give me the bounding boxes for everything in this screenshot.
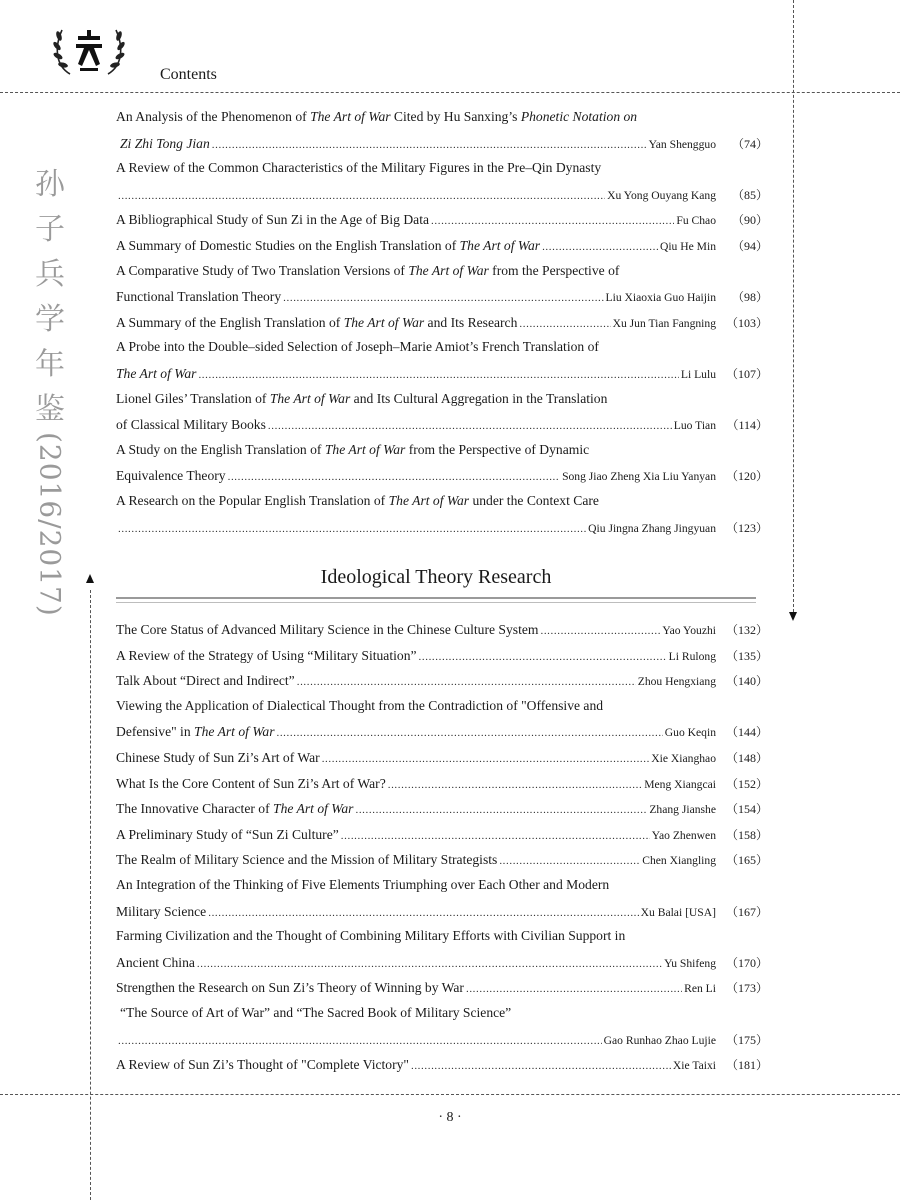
toc-entry-page: （152） — [725, 776, 768, 791]
toc-entry-line — [116, 186, 768, 212]
left-guide-line — [90, 590, 91, 1200]
toc-entry-title: of Classical Military Books — [116, 417, 266, 433]
page-number: · 8 · — [438, 1110, 462, 1125]
toc-entry[interactable] — [116, 263, 768, 314]
toc-entry-author: Gao Runhao Zhao Lujie — [603, 1033, 716, 1047]
dot-leader — [466, 983, 682, 995]
toc-entry-title: An Analysis of the Phenomenon of The Art of War Cited by Hu Sanxing’s Phonetic Notation on — [116, 109, 638, 124]
toc-entry-title: A Review of Sun Zi’s Thought of "Complete Victory" — [116, 1057, 409, 1073]
toc-entry-line — [116, 237, 768, 263]
toc-entry-line — [116, 775, 768, 801]
toc-entry-author: Yu Shifeng — [664, 956, 716, 970]
toc-entry[interactable] — [116, 314, 768, 340]
toc-entry[interactable] — [116, 211, 768, 237]
toc-entry-line — [116, 263, 768, 289]
toc-entry-title: A Review of the Common Characteristics of the Military Figures in the Pre–Qin Dynasty — [116, 160, 602, 176]
toc-entry-title: The Innovative Character of The Art of War — [116, 801, 354, 817]
toc-entry-line — [116, 211, 768, 237]
toc-entry-page: （158） — [725, 827, 768, 842]
toc-entry-title: A Summary of Domestic Studies on the English Translation of The Art of War — [116, 237, 541, 253]
toc-entry-title: “The Source of Art of War” and “The Sacred Book of Military Science” — [120, 1004, 512, 1020]
toc-entry-title: Ancient China — [116, 954, 195, 970]
dot-leader — [499, 855, 640, 867]
toc-entry-author: Zhang Jianshe — [649, 803, 716, 817]
toc-entry-page: （103） — [725, 315, 768, 330]
toc-entry-line — [116, 391, 768, 417]
toc-entry-author: Fu Chao — [676, 214, 716, 228]
dot-leader — [283, 292, 603, 304]
side-title-years: (2016/2017) — [33, 432, 67, 617]
toc-entry-page: （114） — [726, 418, 768, 433]
toc-entry-title: What Is the Core Content of Sun Zi’s Art of War? — [116, 775, 386, 791]
toc-entry-author: Li Rulong — [668, 649, 716, 663]
header-title: Contents — [160, 66, 217, 83]
toc-entry-page: （135） — [725, 648, 768, 663]
toc-entry-page: （181） — [725, 1058, 768, 1073]
toc-entry-line — [116, 647, 768, 673]
toc-entry-title: Lionel Giles’ Translation of The Art of War and Its Cultural Aggregation in the Translation — [116, 390, 608, 406]
toc-entry-page: （148） — [725, 750, 768, 765]
toc-entry-title: Talk About “Direct and Indirect” — [116, 673, 295, 689]
toc-entry-page: （74） — [731, 136, 768, 151]
toc-entry-title: Farming Civilization and the Thought of Combining Military Efforts with Civilian Support in — [116, 928, 626, 944]
dot-leader — [197, 958, 662, 970]
toc-entry[interactable] — [116, 109, 768, 160]
toc-entry-title: Strengthen the Research on Sun Zi’s Theory of Winning by War — [116, 980, 464, 996]
toc-entry[interactable] — [116, 1005, 768, 1056]
side-title-char: 子 — [35, 212, 65, 247]
toc-entry-line — [116, 672, 768, 698]
toc-entry-title: Zi Zhi Tong Jian — [120, 135, 210, 151]
toc-entry-line — [116, 954, 768, 980]
toc-entry[interactable] — [116, 928, 768, 979]
toc-entry-line — [116, 135, 768, 161]
toc-entry-page: （165） — [725, 853, 768, 868]
toc-entry-line — [116, 467, 768, 493]
toc-entry-line — [116, 365, 768, 391]
toc-entry-author: Xie Taixi — [672, 1059, 716, 1073]
toc-entry[interactable] — [116, 237, 768, 263]
toc-entry-line — [116, 339, 768, 365]
toc-entry-page: （85） — [731, 187, 768, 202]
toc-entry-line — [116, 1031, 768, 1057]
dot-leader — [276, 727, 662, 739]
toc-entry-author: Luo Tian — [673, 419, 716, 433]
toc-entry[interactable] — [116, 1056, 768, 1082]
side-title-char: 鉴 — [35, 392, 65, 427]
toc-entry-page: （140） — [725, 674, 768, 689]
toc-entry-line — [116, 723, 768, 749]
toc-entry-page: （98） — [731, 290, 768, 305]
toc-entry-line — [116, 314, 768, 340]
toc-entry-page: （170） — [725, 955, 768, 970]
toc-entry-page: （144） — [725, 725, 768, 740]
toc-entry-line — [116, 851, 768, 877]
dot-leader — [388, 779, 642, 791]
toc-entry-line — [116, 800, 768, 826]
toc-entry[interactable] — [116, 775, 768, 801]
dot-leader — [118, 190, 605, 202]
toc-entry[interactable] — [116, 339, 768, 390]
dot-leader — [268, 420, 672, 432]
toc-entry-title: A Study on the English Translation of The Art of War from the Perspective of Dynamic — [116, 441, 590, 457]
section-title: Ideological Theory Research — [320, 566, 552, 588]
toc-entry-line — [116, 109, 768, 135]
toc-entry-author: Chen Xiangling — [642, 854, 716, 868]
dot-leader — [419, 651, 667, 663]
section-title-rule — [116, 597, 756, 603]
dot-leader — [297, 676, 636, 688]
toc-entry-line — [116, 979, 768, 1005]
toc-entry-author: Yao Zhenwen — [651, 828, 716, 842]
toc-entry-title: The Core Status of Advanced Military Science in the Chinese Culture System — [116, 622, 539, 637]
toc-entry-author: Xu Yong Ouyang Kang — [607, 188, 716, 202]
toc-entry-page: （167） — [725, 904, 768, 919]
dot-leader — [411, 1060, 671, 1072]
toc-entry[interactable] — [116, 800, 768, 826]
toc-entry[interactable] — [116, 160, 768, 211]
toc-entry-title: A Bibliographical Study of Sun Zi in the Age of Big Data — [116, 212, 430, 228]
toc-entry-author: Zhou Hengxiang — [637, 675, 716, 689]
toc-entry[interactable] — [116, 442, 768, 493]
toc-entry-page: （123） — [725, 520, 768, 535]
toc-entry-line — [116, 877, 768, 903]
toc-entry-page: （90） — [731, 213, 768, 228]
toc-entry-title: Viewing the Application of Dialectical Thought from the Contradiction of "Offensive and — [116, 697, 604, 713]
toc-entry-line — [116, 1056, 768, 1082]
toc-entry-author: Xie Xianghao — [651, 751, 716, 765]
toc-entry[interactable] — [116, 391, 768, 442]
side-title-char: 学 — [35, 302, 65, 337]
toc-entry-author: Li Lulu — [680, 367, 716, 381]
toc-entry-author: Guo Keqin — [664, 726, 716, 740]
toc-entry-title: Chinese Study of Sun Zi’s Art of War — [116, 749, 320, 765]
toc-entry-line — [116, 416, 768, 442]
toc-entry-line — [116, 493, 768, 519]
toc-entry-title: Equivalence Theory — [116, 468, 226, 484]
toc-entry-page: （107） — [725, 366, 768, 381]
header-divider — [0, 92, 900, 93]
toc-entry-line — [116, 749, 768, 775]
side-title-char: 孙 — [35, 167, 65, 202]
toc-entry-author: Qiu He Min — [659, 239, 716, 253]
dot-leader — [118, 1035, 602, 1047]
dot-leader — [322, 753, 650, 765]
toc-entry-line — [116, 442, 768, 468]
toc-entry-title: Defensive" in The Art of War — [116, 724, 275, 740]
toc-entry-page: （120） — [725, 469, 768, 484]
toc-entry-page: （154） — [725, 802, 768, 817]
toc-entry[interactable] — [116, 647, 768, 673]
toc-entry-title: Military Science — [116, 903, 207, 919]
toc-entry[interactable] — [116, 877, 768, 928]
dot-leader — [118, 523, 586, 535]
arrow-up-icon — [86, 574, 94, 583]
toc-entry-author: Ren Li — [684, 982, 716, 996]
toc-entry-line — [116, 160, 768, 186]
toc-entry-title: A Preliminary Study of “Sun Zi Culture” — [116, 826, 339, 842]
toc-entry-author: Yao Youzhi — [662, 624, 716, 637]
toc-entry-title: Functional Translation Theory — [116, 289, 282, 305]
dot-leader — [542, 241, 658, 253]
toc-entry-title: A Summary of the English Translation of The Art of War and Its Research — [116, 314, 518, 330]
toc-entry-title: The Art of War — [116, 365, 197, 381]
footer-divider — [0, 1094, 900, 1095]
toc-entry[interactable] — [116, 493, 768, 544]
right-guide-line — [793, 0, 794, 612]
dot-leader — [228, 471, 560, 483]
toc-entry-line — [116, 928, 768, 954]
toc-entry-author: Yan Shengguo — [648, 137, 716, 151]
dot-leader — [198, 369, 678, 381]
toc-entry-author: Meng Xiangcai — [644, 777, 716, 791]
toc-list-ideological — [116, 621, 768, 1082]
laurel-emblem-logo — [50, 22, 128, 78]
toc-entry-title: The Realm of Military Science and the Mission of Military Strategists — [116, 852, 498, 868]
toc-entry-title: A Research on the Popular English Translation of The Art of War under the Context Care — [116, 492, 599, 508]
toc-entry[interactable] — [116, 621, 768, 647]
dot-leader — [208, 907, 638, 919]
toc-entry[interactable] — [116, 826, 768, 852]
toc-entry-title: An Integration of the Thinking of Five Elements Triumphing over Each Other and Modern — [116, 876, 610, 892]
toc-entry-line — [116, 903, 768, 929]
toc-entry-author: Xu Balai [USA] — [640, 905, 716, 919]
toc-entry-line — [116, 826, 768, 852]
toc-entry-line — [116, 288, 768, 314]
toc-entry[interactable] — [116, 851, 768, 877]
dot-leader — [212, 139, 647, 151]
toc-entry-page: （173） — [725, 981, 768, 996]
toc-entry-author: Liu Xiaoxia Guo Haijin — [605, 291, 716, 305]
side-title-char: 年 — [35, 347, 65, 382]
toc-entry-page: （132） — [725, 623, 768, 637]
dot-leader — [355, 804, 647, 816]
dot-leader — [431, 215, 674, 227]
toc-entry-author: Xu Jun Tian Fangning — [612, 316, 716, 330]
side-title-char: 兵 — [35, 257, 65, 292]
toc-entry-title: A Review of the Strategy of Using “Military Situation” — [116, 647, 417, 663]
toc-entry-line — [116, 698, 768, 724]
toc-entry-page: （94） — [731, 238, 768, 253]
toc-entry[interactable] — [116, 698, 768, 749]
dot-leader — [341, 830, 650, 842]
toc-entry-author: Song Jiao Zheng Xia Liu Yanyan — [562, 470, 716, 484]
toc-entry-title: A Probe into the Double–sided Selection of Joseph–Marie Amiot’s French Translation of — [116, 339, 599, 355]
toc-entry-line — [116, 621, 768, 647]
toc-entry[interactable] — [116, 672, 768, 698]
toc-entry-line — [116, 1005, 768, 1031]
toc-entry-page: （175） — [725, 1032, 768, 1047]
dot-leader — [519, 318, 610, 330]
arrow-down-icon — [789, 612, 797, 621]
toc-entry[interactable] — [116, 979, 768, 1005]
toc-list-translation — [116, 109, 768, 544]
toc-entry-author: Qiu Jingna Zhang Jingyuan — [588, 521, 716, 535]
toc-entry[interactable] — [116, 749, 768, 775]
dot-leader — [540, 625, 660, 637]
side-book-title — [30, 162, 70, 622]
toc-entry-title: A Comparative Study of Two Translation Versions of The Art of War from the Perspective of — [116, 262, 620, 278]
toc-entry-line — [116, 519, 768, 545]
